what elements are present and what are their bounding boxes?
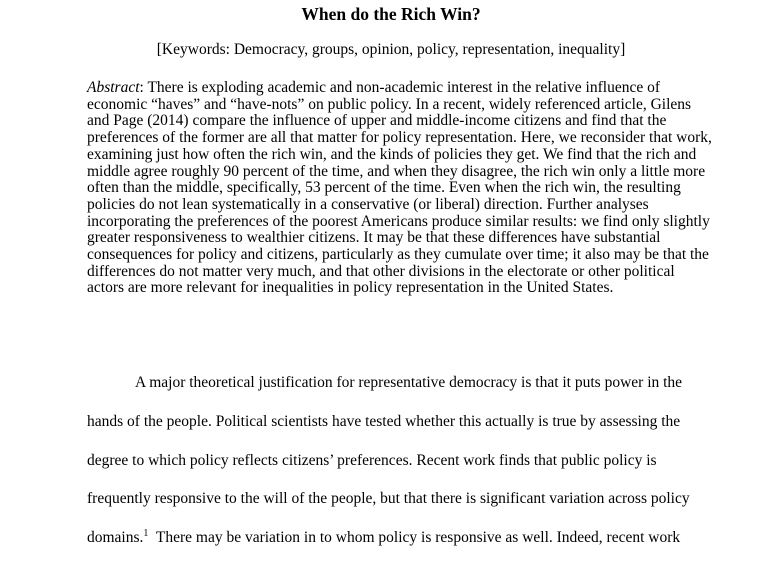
body-line: degree to which policy reflects citizens’ preferences. Recent work finds that public policy is xyxy=(87,451,657,469)
body-line-last-start: domains. xyxy=(87,529,144,547)
body-line: A major theoretical justification for representative democracy is that it puts power in the xyxy=(135,374,683,391)
abstract-paragraph xyxy=(87,80,712,297)
footnote-marker[interactable]: 1 xyxy=(143,528,149,540)
body-line-last xyxy=(87,524,712,563)
abstract-text: There is exploding academic and non-academic interest in the relative influence of economic “haves” and “have-nots” on public policy. In a recent, widely referenced article, Gilens and Page (2014) compare the influence of upper and middle-income citizens and find that the preferences of the former are all that matter for policy representation. Here, we reconsider that work, examining just how often the rich win, and the kinds of policies they get. We find that the rich and middle agree roughly 90 percent of the time, and when they disagree, the rich win only a little more often than the middle, specifically, 53 percent of the time. Even when the rich win, the resulting policies do not lean systematically in a conservative (or liberal) direction. Further analyses incorporating the preferences of the poorest Americans produce similar results: we find only slightly greater responsiveness to wealthier citizens. It may be that these differences have substantial consequences for policy and citizens, particularly as they cumulate over time; it also may be that the differences do not matter very much, and that other divisions in the electorate or other political actors are more relevant for inequalities in policy representation in the United States. xyxy=(87,79,712,297)
abstract-label: Abstract xyxy=(87,79,140,96)
keywords-line: [Keywords: Democracy, groups, opinion, policy, representation, inequality] xyxy=(156,41,626,58)
body-paragraph xyxy=(87,369,712,563)
abstract-separator: : xyxy=(139,79,148,96)
body-line: hands of the people. Political scientists have tested whether this actually is true by assessing the xyxy=(87,412,681,430)
paper-title: When do the Rich Win? xyxy=(301,4,481,24)
body-line-last-end: There may be variation in to whom policy is responsive as well. Indeed, recent work xyxy=(148,529,681,547)
body-line: frequently responsive to the will of the people, but that there is significant variation across policy xyxy=(87,490,690,508)
